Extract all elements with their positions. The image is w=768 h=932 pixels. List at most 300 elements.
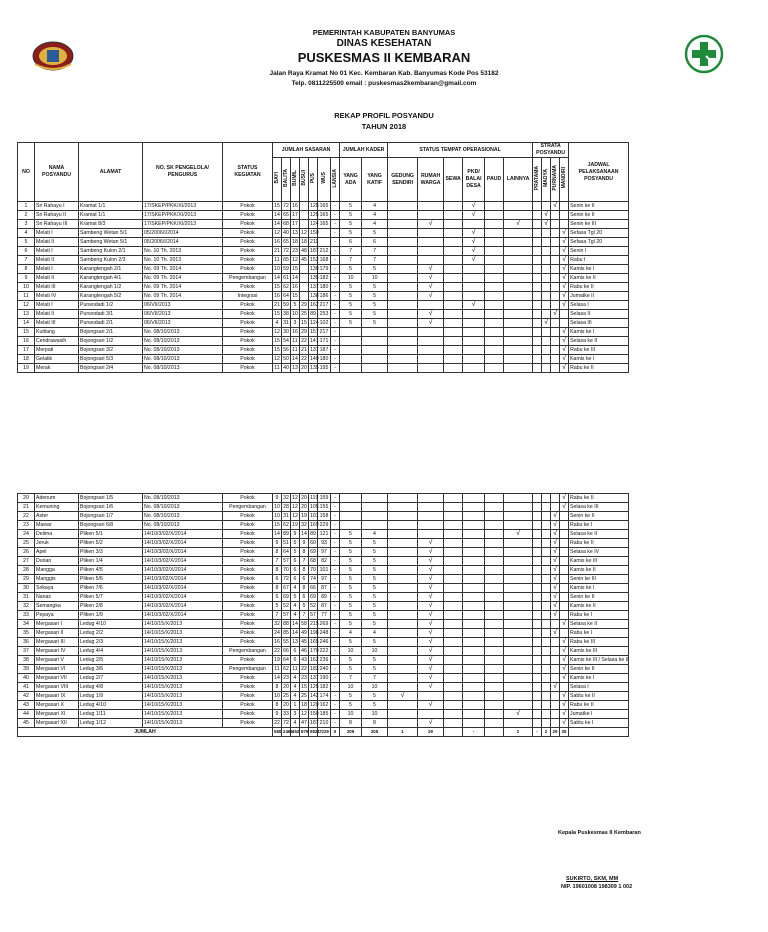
check-cell (542, 620, 551, 629)
total-cell: 2 (542, 728, 551, 737)
check-cell (463, 593, 485, 602)
table-cell: Mergasari VII (35, 674, 79, 683)
table-cell: 152 (310, 257, 319, 263)
posyandu-table-part1 (17, 142, 629, 373)
row-number-cell: 38 (18, 656, 35, 665)
table-cell: 48 (301, 248, 307, 254)
check-cell: √ (551, 575, 560, 584)
check-cell (551, 220, 560, 229)
table-cell: - (331, 238, 340, 247)
table-cell: Bojongsari 1/6 (79, 503, 143, 512)
table-cell (362, 337, 388, 346)
table-cell: 140 (310, 356, 319, 362)
table-cell: Ledug 1/11 (79, 710, 143, 719)
check-cell (388, 710, 418, 719)
table-cell: Pokok (223, 494, 273, 503)
table-cell: 150 (310, 230, 319, 236)
check-cell (560, 611, 569, 620)
table-cell: 43 (301, 657, 307, 663)
check-cell (418, 238, 444, 247)
letterhead (0, 26, 768, 96)
check-cell (463, 328, 485, 337)
table-row (18, 701, 629, 710)
check-cell (444, 283, 463, 292)
check-cell (485, 521, 504, 530)
table-cell: Mawar (35, 521, 79, 530)
table-cell: 137 (310, 347, 319, 353)
table-cell: 52 (283, 603, 289, 609)
table-cell: 15 (301, 684, 307, 690)
table-row (18, 530, 629, 539)
table-cell: Kamis ke I (569, 674, 629, 683)
table-cell: - (331, 638, 340, 647)
table-cell (362, 364, 388, 373)
table-cell: 6 (291, 566, 300, 575)
check-cell (388, 337, 418, 346)
check-cell: √ (560, 638, 569, 647)
row-number-cell: 11 (18, 292, 35, 301)
check-cell: √ (388, 692, 418, 701)
check-cell (542, 674, 551, 683)
check-cell (388, 256, 418, 265)
check-cell: √ (551, 539, 560, 548)
table-cell: 16 (292, 284, 298, 290)
table-cell: 57 (283, 558, 289, 564)
check-cell: √ (418, 265, 444, 274)
table-cell: - (331, 647, 340, 656)
table-cell: 97 (318, 575, 331, 584)
table-cell: 124 (310, 320, 319, 326)
check-cell (504, 665, 533, 674)
table-cell: No. 09 Th. 2014 (143, 283, 223, 292)
table-cell: Ledug 2/5 (79, 656, 143, 665)
check-cell (485, 319, 504, 328)
check-cell (542, 638, 551, 647)
table-cell: - (331, 710, 340, 719)
table-cell: Pliken 5/1 (79, 530, 143, 539)
table-cell: 18 (292, 239, 298, 245)
table-cell: 10 (362, 647, 388, 656)
table-cell: 15 (292, 293, 298, 299)
table-cell: Cendrawasih (35, 337, 79, 346)
check-cell (444, 247, 463, 256)
check-cell (504, 229, 533, 238)
check-cell (551, 701, 560, 710)
table-cell: Rabu ke I (569, 629, 629, 638)
table-cell: 253 (318, 310, 331, 319)
table-row (18, 283, 629, 292)
table-cell: 64 (283, 549, 289, 555)
posyandu-table-part2 (17, 493, 629, 737)
table-cell: 70 (310, 567, 316, 573)
table-cell: 5 (362, 566, 388, 575)
table-cell: 9 (273, 539, 282, 548)
table-cell: Pokok (223, 602, 273, 611)
check-cell (533, 292, 542, 301)
table-cell: Pokok (223, 256, 273, 265)
row-number-cell: 34 (18, 620, 35, 629)
table-cell: - (331, 364, 340, 373)
check-cell (533, 620, 542, 629)
check-cell: √ (418, 584, 444, 593)
check-cell (542, 575, 551, 584)
table-cell: 16 (274, 293, 280, 299)
table-cell: Melati II (35, 274, 79, 283)
table-cell: - (331, 674, 340, 683)
check-cell (463, 602, 485, 611)
total-cell: 205 (362, 728, 388, 737)
row-number-cell: 4 (18, 229, 35, 238)
table-cell: 66 (283, 648, 289, 654)
check-cell: √ (463, 238, 485, 247)
table-cell: Sabtu ke II (569, 692, 629, 701)
check-cell (504, 328, 533, 337)
table-cell: 5 (362, 638, 388, 647)
check-cell (485, 220, 504, 229)
check-cell: √ (560, 256, 569, 265)
table-cell: 6 (291, 557, 300, 566)
table-cell (362, 346, 388, 355)
check-cell (388, 202, 418, 211)
total-cell (444, 728, 463, 737)
col-sasaran-lansia (331, 158, 340, 202)
check-cell (542, 629, 551, 638)
table-cell: 135 (310, 275, 319, 281)
check-cell: √ (560, 503, 569, 512)
table-row (18, 566, 629, 575)
table-row (18, 512, 629, 521)
col-label: BUMIL (292, 170, 298, 186)
check-cell (485, 602, 504, 611)
check-cell (533, 575, 542, 584)
col-label: BAYI (274, 172, 280, 184)
table-row (18, 220, 629, 229)
table-cell: 165 (310, 639, 319, 645)
check-cell (504, 355, 533, 364)
check-cell (504, 629, 533, 638)
check-cell (444, 548, 463, 557)
table-row (18, 301, 629, 310)
table-cell: - (331, 611, 340, 620)
table-cell: 5 (362, 611, 388, 620)
check-cell: √ (560, 494, 569, 503)
check-cell (444, 611, 463, 620)
table-cell: Kamis ke I (569, 584, 629, 593)
table-cell: Pliken 5/7 (79, 593, 143, 602)
check-cell (533, 364, 542, 373)
check-cell (542, 719, 551, 728)
table-cell: 7 (300, 557, 309, 566)
check-cell (542, 310, 551, 319)
check-cell (533, 328, 542, 337)
table-cell: 14/10/15/X/2013 (143, 674, 223, 683)
table-row (18, 256, 629, 265)
table-cell: 10 (274, 266, 280, 272)
check-cell (418, 256, 444, 265)
row-number-cell: 13 (18, 310, 35, 319)
row-number-cell: 22 (18, 512, 35, 521)
table-cell: 14 (274, 675, 280, 681)
table-cell: Pengembangan (223, 274, 273, 283)
check-cell: √ (560, 229, 569, 238)
check-cell (533, 719, 542, 728)
table-cell: 70 (283, 567, 289, 573)
table-cell: 16 (274, 239, 280, 245)
table-cell: 10 (340, 683, 362, 692)
check-cell (463, 220, 485, 229)
table-cell: 125 (310, 684, 319, 690)
document-title (0, 110, 768, 132)
check-cell (504, 319, 533, 328)
table-cell: 56 (283, 347, 289, 353)
table-cell: 18 (301, 239, 307, 245)
check-cell: √ (418, 539, 444, 548)
table-cell: Selasa III (569, 319, 629, 328)
row-number-cell: 5 (18, 238, 35, 247)
total-cell: 29 (551, 728, 560, 737)
table-cell: No. 08/10/2013 (143, 494, 223, 503)
table-cell: No. 10 Th. 2013 (143, 256, 223, 265)
row-number-cell: 26 (18, 548, 35, 557)
check-cell (551, 292, 560, 301)
table-cell: 5 (362, 292, 388, 301)
check-cell (542, 683, 551, 692)
table-cell: - (331, 355, 340, 364)
table-cell: Ledug 2/2 (79, 629, 143, 638)
check-cell (444, 620, 463, 629)
table-cell: 170 (310, 648, 319, 654)
table-row (18, 692, 629, 701)
table-cell: 66 (310, 585, 316, 591)
table-cell: 21 (274, 302, 280, 308)
check-cell (533, 665, 542, 674)
check-cell (388, 220, 418, 229)
table-cell: Srikaya (35, 584, 79, 593)
table-cell: 29 (301, 329, 307, 335)
table-cell: 4 (273, 319, 282, 328)
table-cell: 14/10/15/X/2013 (143, 719, 223, 728)
table-cell: 4 (362, 202, 388, 211)
check-cell (485, 548, 504, 557)
table-cell: 5 (340, 611, 362, 620)
check-cell (533, 683, 542, 692)
check-cell (388, 292, 418, 301)
table-cell (362, 503, 388, 512)
check-cell (485, 238, 504, 247)
check-cell (485, 692, 504, 701)
table-cell: 10 (274, 504, 280, 510)
table-cell: 12 (292, 495, 298, 501)
check-cell (485, 566, 504, 575)
table-cell: Pliken 1/4 (79, 557, 143, 566)
table-cell: - (331, 665, 340, 674)
table-cell: 16 (292, 329, 298, 335)
row-number-cell: 43 (18, 701, 35, 710)
check-cell: √ (560, 238, 569, 247)
col-strata-mandiri (560, 158, 569, 202)
table-cell: - (331, 521, 340, 530)
table-cell: Pokok (223, 629, 273, 638)
table-cell: Adenum (35, 494, 79, 503)
table-cell: 217 (318, 328, 331, 337)
table-cell: Ledug 4/10 (79, 620, 143, 629)
table-cell: 5 (340, 220, 362, 229)
table-cell (362, 494, 388, 503)
check-cell (444, 638, 463, 647)
table-cell: Senin ke II (569, 512, 629, 521)
col-alamat: ALAMAT (79, 143, 143, 202)
check-cell (533, 283, 542, 292)
table-cell: - (331, 584, 340, 593)
check-cell (551, 337, 560, 346)
table-cell: 6 (273, 593, 282, 602)
check-cell (463, 319, 485, 328)
table-cell: Mergasari IV (35, 647, 79, 656)
check-cell (418, 364, 444, 373)
check-cell (463, 512, 485, 521)
check-cell (444, 274, 463, 283)
col-sasaran-busui (300, 158, 309, 202)
check-cell (485, 593, 504, 602)
table-cell: Pokok (223, 265, 273, 274)
table-cell: 17/SKEP/PKK/XI/2013 (143, 211, 223, 220)
check-cell (533, 647, 542, 656)
table-cell: Delima (35, 530, 79, 539)
check-cell (551, 620, 560, 629)
table-cell: Ledug 4/4 (79, 647, 143, 656)
table-cell: No. 09 Th. 2014 (143, 292, 223, 301)
check-cell: √ (560, 346, 569, 355)
check-cell: √ (560, 355, 569, 364)
check-cell (463, 683, 485, 692)
check-cell (542, 602, 551, 611)
check-cell (504, 566, 533, 575)
table-cell: 4 (291, 602, 300, 611)
check-cell (542, 584, 551, 593)
check-cell: √ (418, 575, 444, 584)
check-cell (533, 539, 542, 548)
check-cell (388, 683, 418, 692)
table-cell: 11 (274, 365, 280, 371)
table-cell (362, 521, 388, 530)
table-cell: 215 (310, 621, 319, 627)
table-cell: 10 (292, 311, 298, 317)
table-cell: 14/10/15/X/2013 (143, 692, 223, 701)
table-cell: 7 (340, 247, 362, 256)
table-cell: 187 (310, 248, 319, 254)
table-cell: 130 (310, 266, 319, 272)
table-cell: 11 (292, 666, 298, 672)
table-cell: 4 (362, 211, 388, 220)
check-cell (388, 211, 418, 220)
table-cell: 142 (310, 693, 319, 699)
table-cell: 12 (292, 257, 298, 263)
check-cell (388, 674, 418, 683)
table-cell: 19 (274, 657, 280, 663)
table-cell: 82 (318, 557, 331, 566)
table-cell: Gelatik (35, 355, 79, 364)
check-cell (533, 301, 542, 310)
table-cell: 5 (340, 557, 362, 566)
check-cell (444, 310, 463, 319)
table-cell: 121 (318, 530, 331, 539)
check-cell (533, 220, 542, 229)
table-row (18, 557, 629, 566)
table-cell: - (331, 530, 340, 539)
total-cell (569, 728, 629, 737)
table-cell: Sri Rahayu I (35, 202, 79, 211)
table-cell: Manggis (35, 575, 79, 584)
check-cell: √ (560, 301, 569, 310)
check-cell (463, 548, 485, 557)
table-cell: 5 (340, 539, 362, 548)
row-number-cell: 29 (18, 575, 35, 584)
row-number-cell: 3 (18, 220, 35, 229)
table-cell: 9 (291, 530, 300, 539)
table-cell: 45 (301, 257, 307, 263)
table-cell: Pengembangan (223, 647, 273, 656)
col-strata-madya (542, 158, 551, 202)
table-cell: 17/SKEP/PKK/XI/2013 (143, 220, 223, 229)
check-cell (533, 692, 542, 701)
table-cell: Sri Rahayu III (35, 220, 79, 229)
row-number-cell: 25 (18, 539, 35, 548)
table-cell: 14 (292, 621, 298, 627)
check-cell (533, 656, 542, 665)
check-cell (542, 364, 551, 373)
check-cell (560, 512, 569, 521)
table-cell: 47 (301, 720, 307, 726)
table-cell: Pengembangan (223, 665, 273, 674)
table-cell: 8 (273, 566, 282, 575)
table-cell: 5 (340, 593, 362, 602)
check-cell (485, 539, 504, 548)
check-cell (533, 557, 542, 566)
check-cell: √ (560, 364, 569, 373)
table-cell: 05/2006/I/2014 (143, 229, 223, 238)
check-cell (533, 229, 542, 238)
check-cell (533, 494, 542, 503)
check-cell: √ (418, 548, 444, 557)
check-cell (504, 512, 533, 521)
table-cell: 14/10/3/02/X/2014 (143, 566, 223, 575)
check-cell (533, 611, 542, 620)
check-cell (418, 530, 444, 539)
check-cell (388, 665, 418, 674)
check-cell (504, 719, 533, 728)
table-cell: 72 (283, 576, 289, 582)
table-cell: Pokok (223, 202, 273, 211)
table-cell: 21 (274, 248, 280, 254)
check-cell (533, 310, 542, 319)
table-cell: 168 (318, 256, 331, 265)
table-cell: 14/10/3/02/X/2014 (143, 557, 223, 566)
table-cell: Selasa ke III (569, 503, 629, 512)
table-cell: 20 (301, 365, 307, 371)
check-cell (388, 620, 418, 629)
check-cell (542, 337, 551, 346)
table-cell: - (331, 629, 340, 638)
table-cell: 155 (318, 503, 331, 512)
row-number-cell: 19 (18, 364, 35, 373)
table-cell: 150 (310, 711, 319, 717)
check-cell (504, 364, 533, 373)
check-cell (485, 274, 504, 283)
check-cell (463, 494, 485, 503)
table-cell: 5 (291, 548, 300, 557)
table-cell: - (331, 692, 340, 701)
table-cell: No. 09 Th. 2014 (143, 274, 223, 283)
